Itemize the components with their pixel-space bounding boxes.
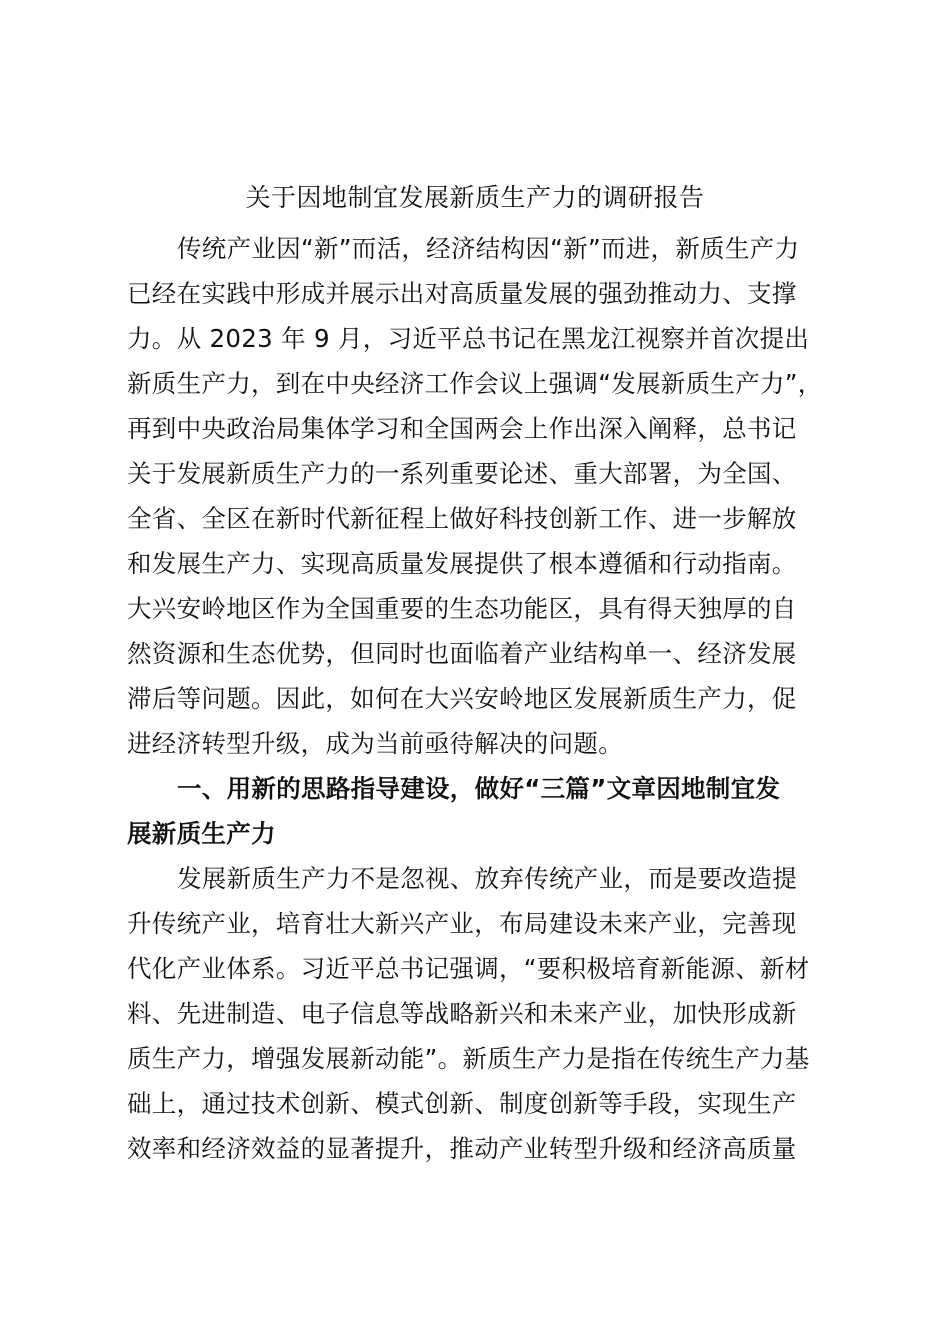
document-title: 关于因地制宜发展新质生产力的调研报告 xyxy=(245,183,705,212)
paragraph-line: 新质生产力，到在中央经济工作会议上强调“发展新质生产力”， xyxy=(127,369,823,398)
document-body xyxy=(127,226,832,1171)
paragraph-line: 全省、全区在新时代新征程上做好科技创新工作、进一步解放 xyxy=(127,504,797,533)
intro-paragraph xyxy=(127,226,832,766)
paragraph-line: 滞后等问题。因此，如何在大兴安岭地区发展新质生产力，促 xyxy=(127,684,797,713)
section-heading-line: 一、用新的思路指导建设，做好“三篇”文章因地制宜发 xyxy=(177,774,781,803)
paragraph-line: 进经济转型升级，成为当前亟待解决的问题。 xyxy=(127,729,623,758)
paragraph-line: 代化产业体系。习近平总书记强调，“要积极培育新能源、新材 xyxy=(127,954,810,983)
paragraph-line: 然资源和生态优势，但同时也面临着产业结构单一、经济发展 xyxy=(127,639,797,668)
paragraph-line: 升传统产业，培育壮大新兴产业，布局建设未来产业，完善现 xyxy=(127,909,797,938)
paragraph-line: 和发展生产力、实现高质量发展提供了根本遵循和行动指南。 xyxy=(127,549,797,578)
paragraph-line: 关于发展新质生产力的一系列重要论述、重大部署，为全国、 xyxy=(127,459,797,488)
paragraph-line: 效率和经济效益的显著提升，推动产业转型升级和经济高质量 xyxy=(127,1134,797,1163)
paragraph-line: 已经在实践中形成并展示出对高质量发展的强劲推动力、支撑 xyxy=(127,279,797,308)
paragraph-line: 础上，通过技术创新、模式创新、制度创新等手段，实现生产 xyxy=(127,1089,797,1118)
paragraph-line: 传统产业因“新”而活，经济结构因“新”而进，新质生产力 xyxy=(177,234,800,263)
section-paragraph xyxy=(127,856,832,1171)
paragraph-line: 再到中央政治局集体学习和全国两会上作出深入阐释，总书记 xyxy=(127,414,797,443)
paragraph-line: 力。从 2023 年 9 月，习近平总书记在黑龙江视察并首次提出 xyxy=(127,324,810,353)
paragraph-line: 料、先进制造、电子信息等战略新兴和未来产业，加快形成新 xyxy=(127,999,797,1028)
paragraph-line: 质生产力，增强发展新动能”。新质生产力是指在传统生产力基 xyxy=(127,1044,810,1073)
section-heading xyxy=(127,766,832,856)
section-heading-line: 展新质生产力 xyxy=(127,819,276,848)
paragraph-line: 发展新质生产力不是忽视、放弃传统产业，而是要改造提 xyxy=(177,864,797,893)
paragraph-line: 大兴安岭地区作为全国重要的生态功能区，具有得天独厚的自 xyxy=(127,594,797,623)
